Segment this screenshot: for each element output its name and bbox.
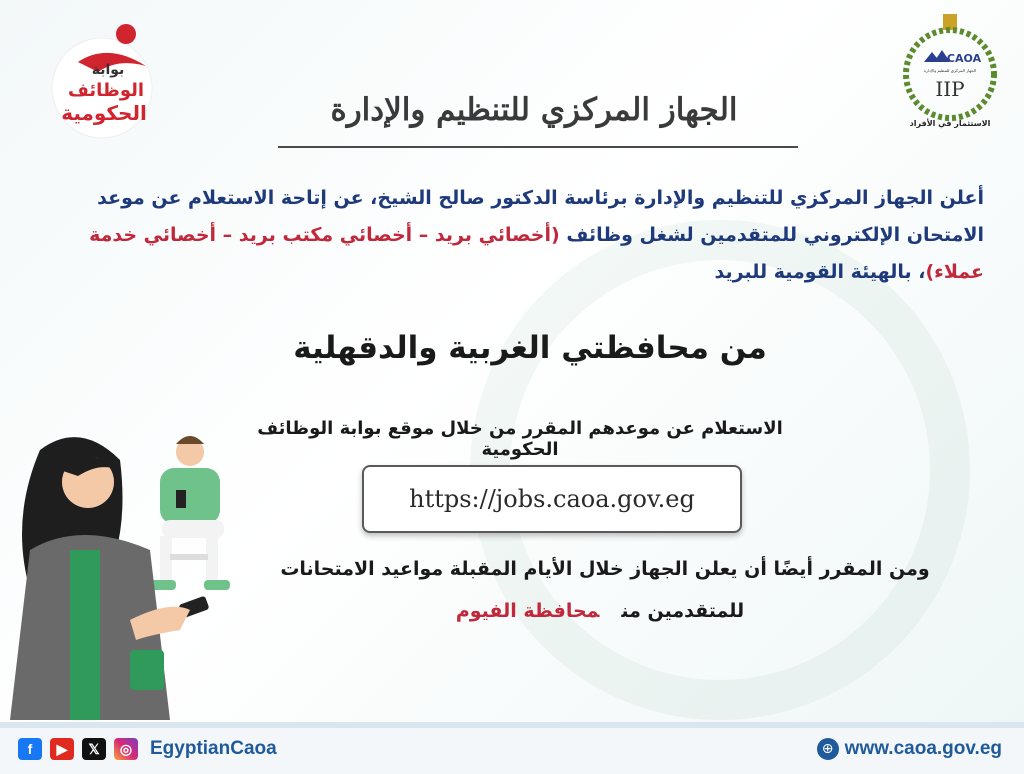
website-text[interactable]: www.caoa.gov.eg [844,738,1002,759]
instagram-icon[interactable]: ◎ [114,738,138,760]
page-title: الجهاز المركزي للتنظيم والإدارة [330,92,738,128]
footer [0,722,1024,774]
announcement-text: أعلن الجهاز المركزي للتنظيم والإدارة برئاسة الدكتور صالح الشيخ، عن إتاحة الاستعلام عن موعد الامتحان الإلكتروني للمتقدمين لشغل وظائف [97,187,984,246]
logo-line-1: بوابة [91,62,125,78]
governorate-name: محافظة الفيوم [455,600,600,622]
title-underline [278,146,798,148]
logo-caption: الاستثمار في الأفراد [909,119,991,128]
announcement-jobs: (أخصائي بريد – أخصائي مكتب بريد – أخصائي خدمة عملاء) [89,224,984,283]
jobs-portal-link[interactable]: https://jobs.caoa.gov.eg [362,465,742,533]
website-link[interactable] [817,738,1002,760]
facebook-icon[interactable]: f [18,738,42,760]
logo-abbr-top: CAOA [946,52,982,65]
upcoming-exams-text: ومن المقرر أيضًا أن يعلن الجهاز خلال الأيام المقبلة مواعيد الامتحانات [280,558,930,580]
announcement-paragraph [34,180,984,291]
announcement-suffix: ، بالهيئة القومية للبريد [714,261,926,283]
youtube-icon[interactable]: ▶ [50,738,74,760]
globe-icon: ⊕ [817,738,839,760]
social-links [18,738,277,760]
jobs-portal-logo [48,12,156,140]
logo-line-2: الوظائف [67,80,145,101]
logo-subtitle: الجهاز المركزي للتنظيم والإدارة [923,68,977,73]
inquiry-text: الاستعلام عن موعدهم المقرر من خلال موقع بوابة الوظائف الحكومية [257,418,783,460]
logo-abbr: IIP [935,77,965,101]
logo-line-3: الحكومية [61,101,147,125]
caoa-logo [898,12,1002,130]
people-illustration [0,420,320,720]
applicants-line [400,600,800,622]
social-handle[interactable]: EgyptianCaoa [150,738,277,759]
applicants-text: للمتقدمين من [621,600,745,622]
governorates-heading: من محافظتي الغربية والدقهلية [293,330,767,366]
man-figure [150,436,230,590]
x-icon[interactable]: 𝕏 [82,738,106,760]
